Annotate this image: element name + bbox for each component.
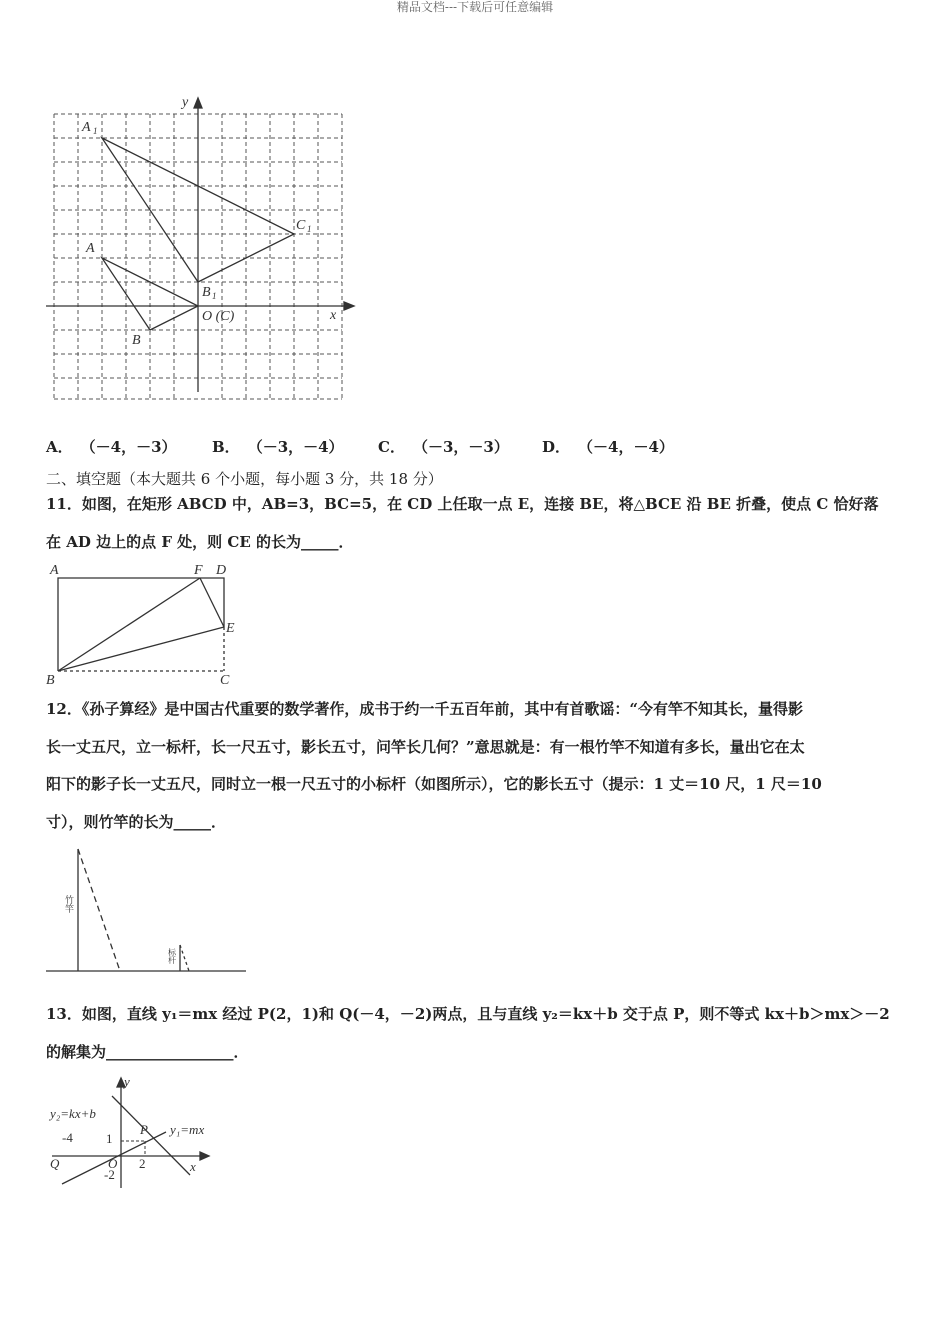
q12-line3: 阳下的影子长一丈五尺，同时立一根一尺五寸的小标杆（如图所示），它的影长五寸（提示：1 丈＝10 尺，1 尺＝10 <box>46 775 822 793</box>
choice-c[interactable]: C． （－3，－3） <box>378 438 509 456</box>
label-c1: C <box>296 218 306 233</box>
q12-line4: 寸），则竹竿的长为_____． <box>46 813 227 831</box>
label-neg4: -4 <box>62 1130 73 1145</box>
pole-shadow-figure <box>44 845 250 975</box>
q12-line2: 长一丈五尺，立一标杆，长一尺五寸，影长五寸，问竿长几何？”意思就是：有一根竹竿不知道有多长，量出它在太 <box>46 738 805 756</box>
label-b1: B <box>202 285 211 300</box>
choice-d[interactable]: D． （－4，－4） <box>542 438 674 456</box>
label-p: P <box>140 1122 148 1137</box>
q11-line1: 11．如图，在矩形 ABCD 中，AB=3，BC=5，在 CD 上任取一点 E，连接 BE，将△BCE 沿 BE 折叠，使点 C 恰好落 <box>46 495 879 513</box>
coordinate-grid-figure <box>44 92 360 406</box>
rectangle-fold-figure <box>44 558 244 688</box>
label-a1-sub: 1 <box>93 126 98 136</box>
label-b: B <box>46 673 55 688</box>
label-neg2: -2 <box>104 1167 115 1182</box>
linear-functions-figure <box>44 1072 224 1194</box>
label-c1-sub: 1 <box>307 224 312 234</box>
label-origin: O (C) <box>202 309 235 324</box>
label-f: F <box>194 563 203 578</box>
label-b: B <box>132 333 141 348</box>
page-header: 精品文档---下载后可任意编辑 <box>396 0 554 14</box>
pole-sunray <box>78 849 120 971</box>
label-e: E <box>226 621 235 636</box>
label-origin: O <box>108 1156 118 1171</box>
label-a: A <box>50 563 59 578</box>
label-one: 1 <box>106 1131 113 1146</box>
label-c: C <box>220 673 230 688</box>
label-q: Q <box>50 1156 60 1171</box>
answer-choices <box>46 436 674 457</box>
pole-label: 竹竿 <box>64 895 74 913</box>
stick-label: 标杆 <box>167 948 177 964</box>
label-y1-equation: y₁=mx <box>170 1122 205 1137</box>
q13-line1: 13．如图，直线 y₁＝mx 经过 P(2，1)和 Q(－4，－2)两点，且与直线 y₂＝kx＋b 交于点 P，则不等式 kx＋b＞mx＞－2 <box>46 1005 890 1023</box>
y-axis-label: y <box>182 95 189 110</box>
section-title: 二、填空题（本大题共 6 个小题，每小题 3 分，共 18 分） <box>46 470 443 488</box>
segment-bf <box>58 578 200 671</box>
label-two: 2 <box>139 1156 146 1171</box>
y-axis-label: y <box>124 1074 130 1089</box>
x-axis-label: x <box>330 308 337 323</box>
label-a1: A <box>82 120 91 135</box>
stick-sunray <box>180 945 189 971</box>
label-a: A <box>86 241 95 256</box>
x-axis-label: x <box>190 1159 196 1174</box>
label-d: D <box>216 563 227 578</box>
q12-line1: 12．《孙子算经》是中国古代重要的数学著作，成书于约一千五百年前，其中有首歌谣：“今有竿不知其长，量得影 <box>46 700 804 718</box>
segment-fe <box>200 578 224 627</box>
q11-line2: 在 AD 边上的点 F 处，则 CE 的长为_____． <box>46 533 354 551</box>
choice-a[interactable]: A． （－4，－3） <box>46 438 177 456</box>
choice-b[interactable]: B． （－3，－4） <box>212 438 344 456</box>
q13-line2: 的解集为_________________． <box>46 1043 249 1061</box>
label-y2-equation: y₂=kx+b <box>50 1106 96 1121</box>
segment-be <box>58 627 224 671</box>
label-b1-sub: 1 <box>212 291 217 301</box>
